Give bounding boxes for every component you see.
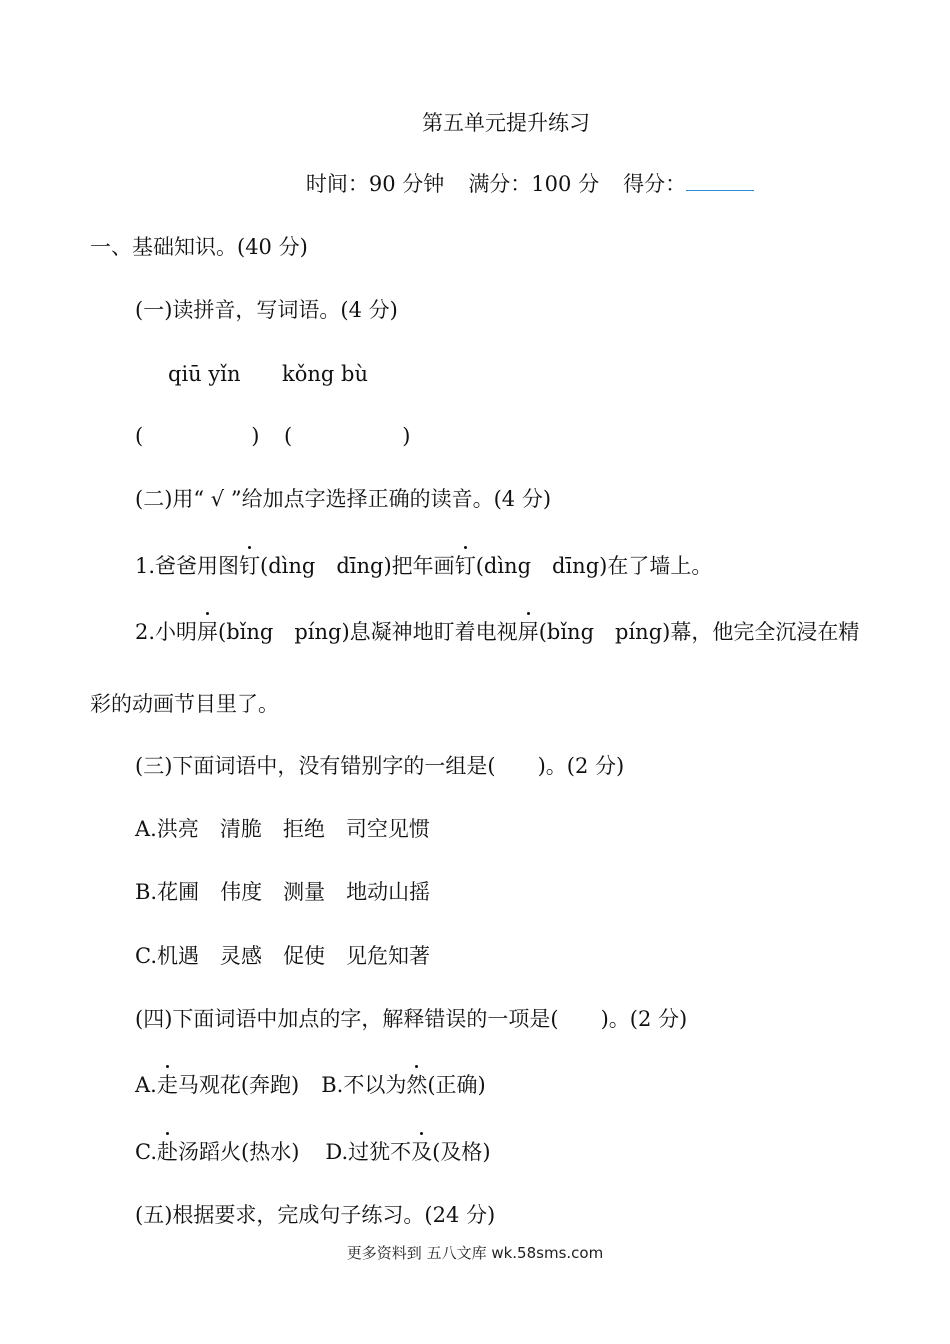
section-heading: 一、基础知识。(40 分): [90, 235, 308, 259]
dotted-char: 屏: [197, 617, 218, 647]
score-blank[interactable]: [686, 168, 754, 191]
question-4-options-ab: A.走马观花(奔跑) B.不以为然(正确): [135, 1070, 486, 1100]
time-label: 时间：90 分钟: [305, 172, 445, 196]
dotted-char: 及: [411, 1137, 432, 1167]
question-5-heading: (五)根据要求，完成句子练习。(24 分): [135, 1203, 496, 1227]
dotted-char: 走: [157, 1070, 178, 1100]
page-title: 第五单元提升练习: [422, 111, 590, 135]
score-label: 得分：: [623, 172, 687, 196]
pinyin-1: qiū yǐn: [168, 362, 241, 386]
question-1-heading: (一)读拼音，写词语。(4 分): [135, 298, 398, 322]
question-4-heading: (四)下面词语中加点的字，解释错误的一项是( )。(2 分): [135, 1007, 688, 1031]
answer-bracket-1[interactable]: ( ): [135, 424, 260, 448]
dotted-char: 赴: [157, 1137, 178, 1167]
option-c: C.机遇 灵感 促使 见危知著: [135, 944, 430, 968]
option-b: B.花圃 伟度 测量 地动山摇: [135, 880, 431, 904]
question-2-sentence-2-continued: 彩的动画节目里了。: [90, 692, 279, 716]
question-2-sentence-2: 2.小明屏(bǐng píng)息凝神地盯着电视屏(bǐng píng)幕，他完全沉浸在精: [135, 617, 859, 647]
dotted-char: 屏: [518, 617, 539, 647]
footer-watermark: 更多资料到 五八文库 wk.58sms.com: [346, 1244, 604, 1262]
question-3-heading: (三)下面词语中，没有错别字的一组是( )。(2 分): [135, 754, 625, 778]
dotted-char: 钉: [455, 551, 476, 581]
question-2-sentence-1: 1.爸爸用图钉(dìng dīng)把年画钉(dìng dīng)在了墙上。: [135, 551, 712, 581]
question-4-options-cd: C.赴汤蹈火(热水) D.过犹不及(及格): [135, 1137, 491, 1167]
exam-meta: [0, 168, 950, 199]
pinyin-2: kǒng bù: [282, 362, 368, 386]
dotted-char: 钉: [239, 551, 260, 581]
dotted-char: 然: [406, 1070, 427, 1100]
question-2-heading: (二)用“ √ ”给加点字选择正确的读音。(4 分): [135, 487, 552, 511]
answer-bracket-2[interactable]: ( ): [284, 424, 411, 448]
full-score-label: 满分：100 分: [468, 172, 600, 196]
option-a: A.洪亮 清脆 拒绝 司空见惯: [135, 817, 430, 841]
